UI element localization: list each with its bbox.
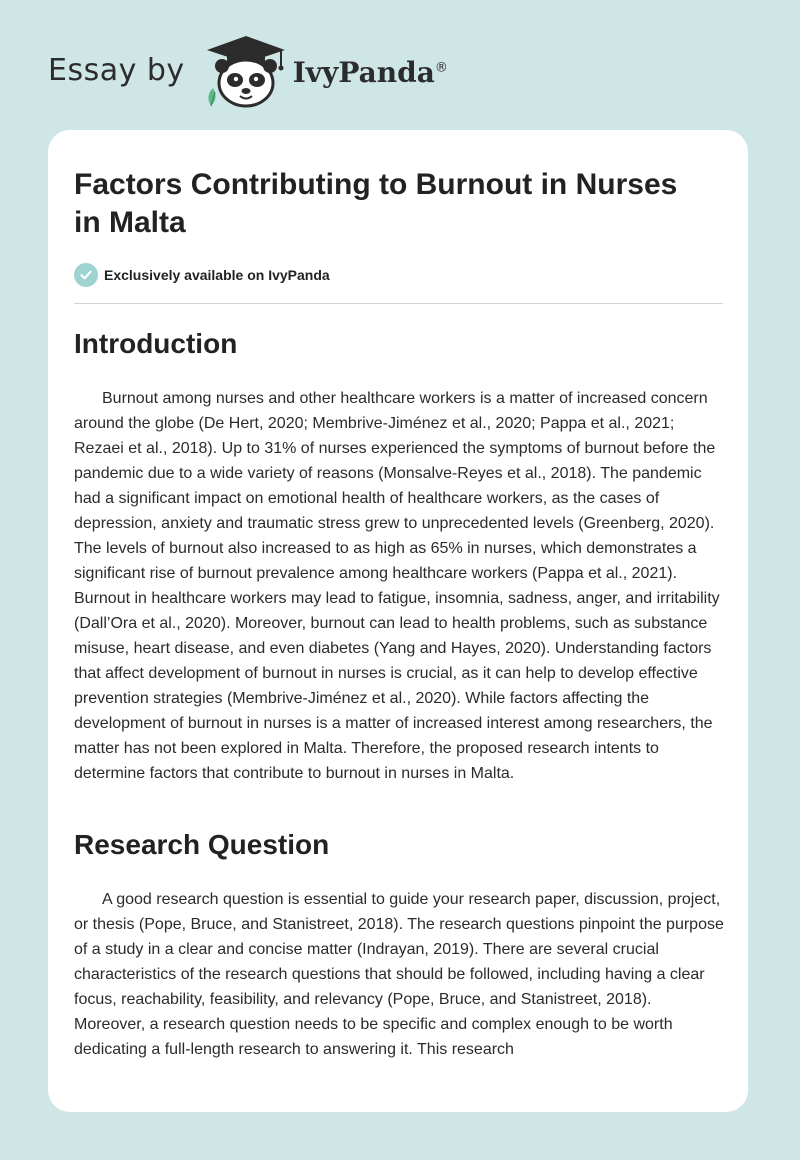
page-title: Factors Contributing to Burnout in Nurses in Malta: [74, 168, 678, 239]
exclusive-badge: [74, 263, 330, 287]
section-heading-research-question: Research Question: [74, 829, 330, 860]
divider: [74, 303, 723, 304]
section-text-introduction: Burnout among nurses and other healthcare workers is a matter of increased concern around the globe (De Hert, 2020; Membrive-Jiménez et al., 2020; Pappa et al., 2021; Rezaei et al., 2018). Up to 31% of nurses experienced the symptoms of burnout before the pandemic due to a wide variety of reasons (Monsalve-Reyes et al., 2018). The pandemic had a significant impact on emotional health of healthcare workers, as the cases of depression, anxiety and traumatic stress grew to unprecedented levels (Greenberg, 2020). The levels of burnout also increased to as high as 65% in nurses, which demonstrates a significant rise of burnout prevalence among healthcare workers (Pappa et al., 2021). Burnout in healthcare workers may lead to fatigue, insomnia, sadness, anger, and irritability (Dall’Ora et al., 2020). Moreover, burnout can lead to health problems, such as substance misuse, heart disease, and even diabetes (Yang and Hayes, 2020). Understanding factors that affect development of burnout in nurses is crucial, as it can help to develop effective prevention strategies (Membrive-Jiménez et al., 2020). While factors affecting the development of burnout in nurses is a matter of increased interest among researchers, the matter has not been explored in Malta. Therefore, the proposed research intents to determine factors that contribute to burnout in nurses in Malta.: [74, 390, 720, 782]
brand-name[interactable]: IvyPanda®: [292, 55, 448, 89]
site-header: [48, 30, 448, 110]
registered-mark: ®: [434, 60, 448, 76]
section-heading-introduction: Introduction: [74, 328, 238, 359]
check-icon: [74, 263, 98, 287]
essay-card: [48, 130, 748, 1112]
essay-by-label: Essay by: [48, 52, 185, 88]
section-text-research-question: A good research question is essential to guide your research paper, discussion, project, or thesis (Pope, Bruce, and Stanistreet, 2018). The research questions pinpoint the purpose of a study in a clear and concise matter (Indrayan, 2019). There are several crucial characteristics of the research questions that should be followed, including having a clear focus, reachability, feasibility, and relevancy (Pope, Bruce, and Stanistreet, 2018). Moreover, a research question needs to be specific and complex enough to be worth dedicating a full-length research to answering it. This research: [74, 891, 724, 1058]
panda-logo-icon[interactable]: [201, 30, 291, 110]
exclusive-label: Exclusively available on IvyPanda: [104, 267, 330, 283]
